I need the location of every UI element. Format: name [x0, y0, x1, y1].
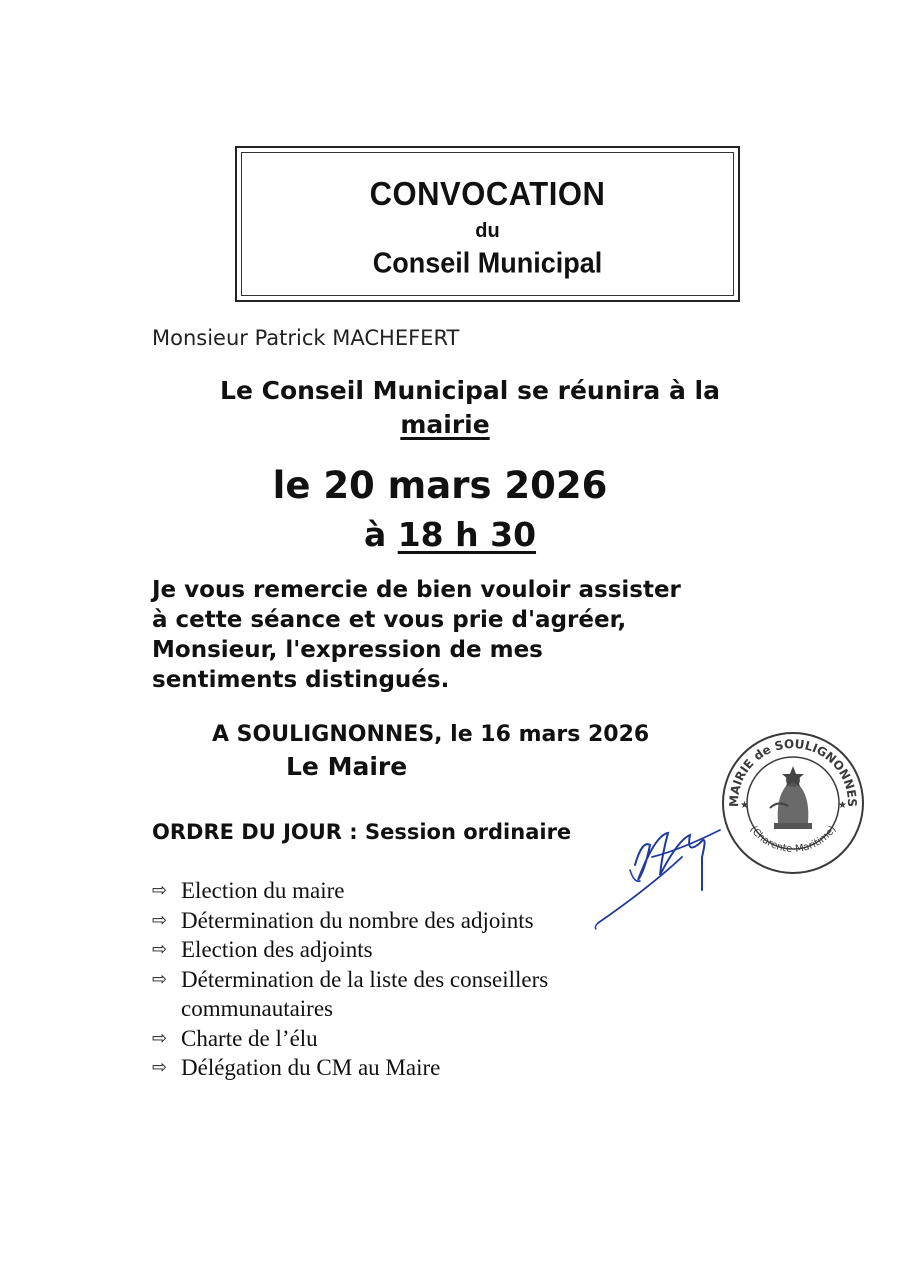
- closing-line: Je vous remercie de bien vouloir assister: [152, 577, 681, 603]
- agenda-item: [152, 935, 652, 965]
- right-arrow-icon: ⇨: [152, 968, 168, 990]
- meeting-announcement: Le Conseil Municipal se réunira à la: [220, 376, 720, 405]
- recipient-name: Monsieur Patrick MACHEFERT: [152, 326, 460, 350]
- agenda-item-label: Délégation du CM au Maire: [181, 1055, 441, 1080]
- agenda-item: [152, 965, 651, 1024]
- agenda-title: ORDRE DU JOUR : Session ordinaire: [152, 820, 572, 844]
- meeting-time-line: [0, 515, 900, 554]
- right-arrow-icon: ⇨: [152, 880, 168, 901]
- agenda-item: [152, 906, 652, 936]
- stamp-star-icon: ★: [740, 800, 749, 811]
- agenda-item-label: Détermination de la liste des conseillers communautaires: [181, 966, 549, 1021]
- document-subtitle: Conseil Municipal: [372, 247, 603, 279]
- agenda-item-label: Charte de l’élu: [181, 1025, 318, 1051]
- closing-line: sentiments distingués.: [152, 667, 450, 693]
- meeting-time: 18 h 30: [397, 515, 537, 554]
- agenda-item-label: Détermination du nombre des adjoints: [181, 907, 534, 933]
- agenda-item-label: Election du maire: [181, 878, 345, 903]
- closing-line: Monsieur, l'expression de mes: [152, 637, 543, 663]
- agenda-item-label: Election des adjoints: [181, 937, 373, 962]
- stamp-bottom-text: (Charente-Maritime): [747, 824, 839, 855]
- agenda-item: [152, 876, 652, 906]
- right-arrow-icon: ⇨: [152, 1057, 168, 1078]
- right-arrow-icon: ⇨: [152, 909, 168, 931]
- agenda-item: [152, 1024, 652, 1054]
- marianne-emblem-icon: [770, 766, 812, 829]
- closing-line: à cette séance et vous prie d'agréer,: [152, 607, 627, 633]
- agenda-item: [152, 1053, 652, 1083]
- time-prefix: à: [363, 515, 387, 554]
- closing-paragraph: [152, 575, 752, 695]
- meeting-place: mairie: [400, 410, 490, 439]
- place-and-date: A SOULIGNONNES, le 16 mars 2026: [212, 722, 650, 747]
- stamp-star-icon: ★: [838, 800, 847, 811]
- stamp-top-text: MAIRIE de SOULIGNONNES: [726, 736, 860, 808]
- agenda-list: [152, 876, 652, 1083]
- right-arrow-icon: ⇨: [152, 939, 168, 960]
- document-title: CONVOCATION: [369, 174, 606, 213]
- right-arrow-icon: ⇨: [152, 1027, 168, 1049]
- mayor-title: Le Maire: [286, 752, 408, 781]
- title-box: [235, 146, 740, 302]
- title-connector: du: [475, 220, 500, 242]
- meeting-date: le 20 mars 2026: [272, 464, 608, 507]
